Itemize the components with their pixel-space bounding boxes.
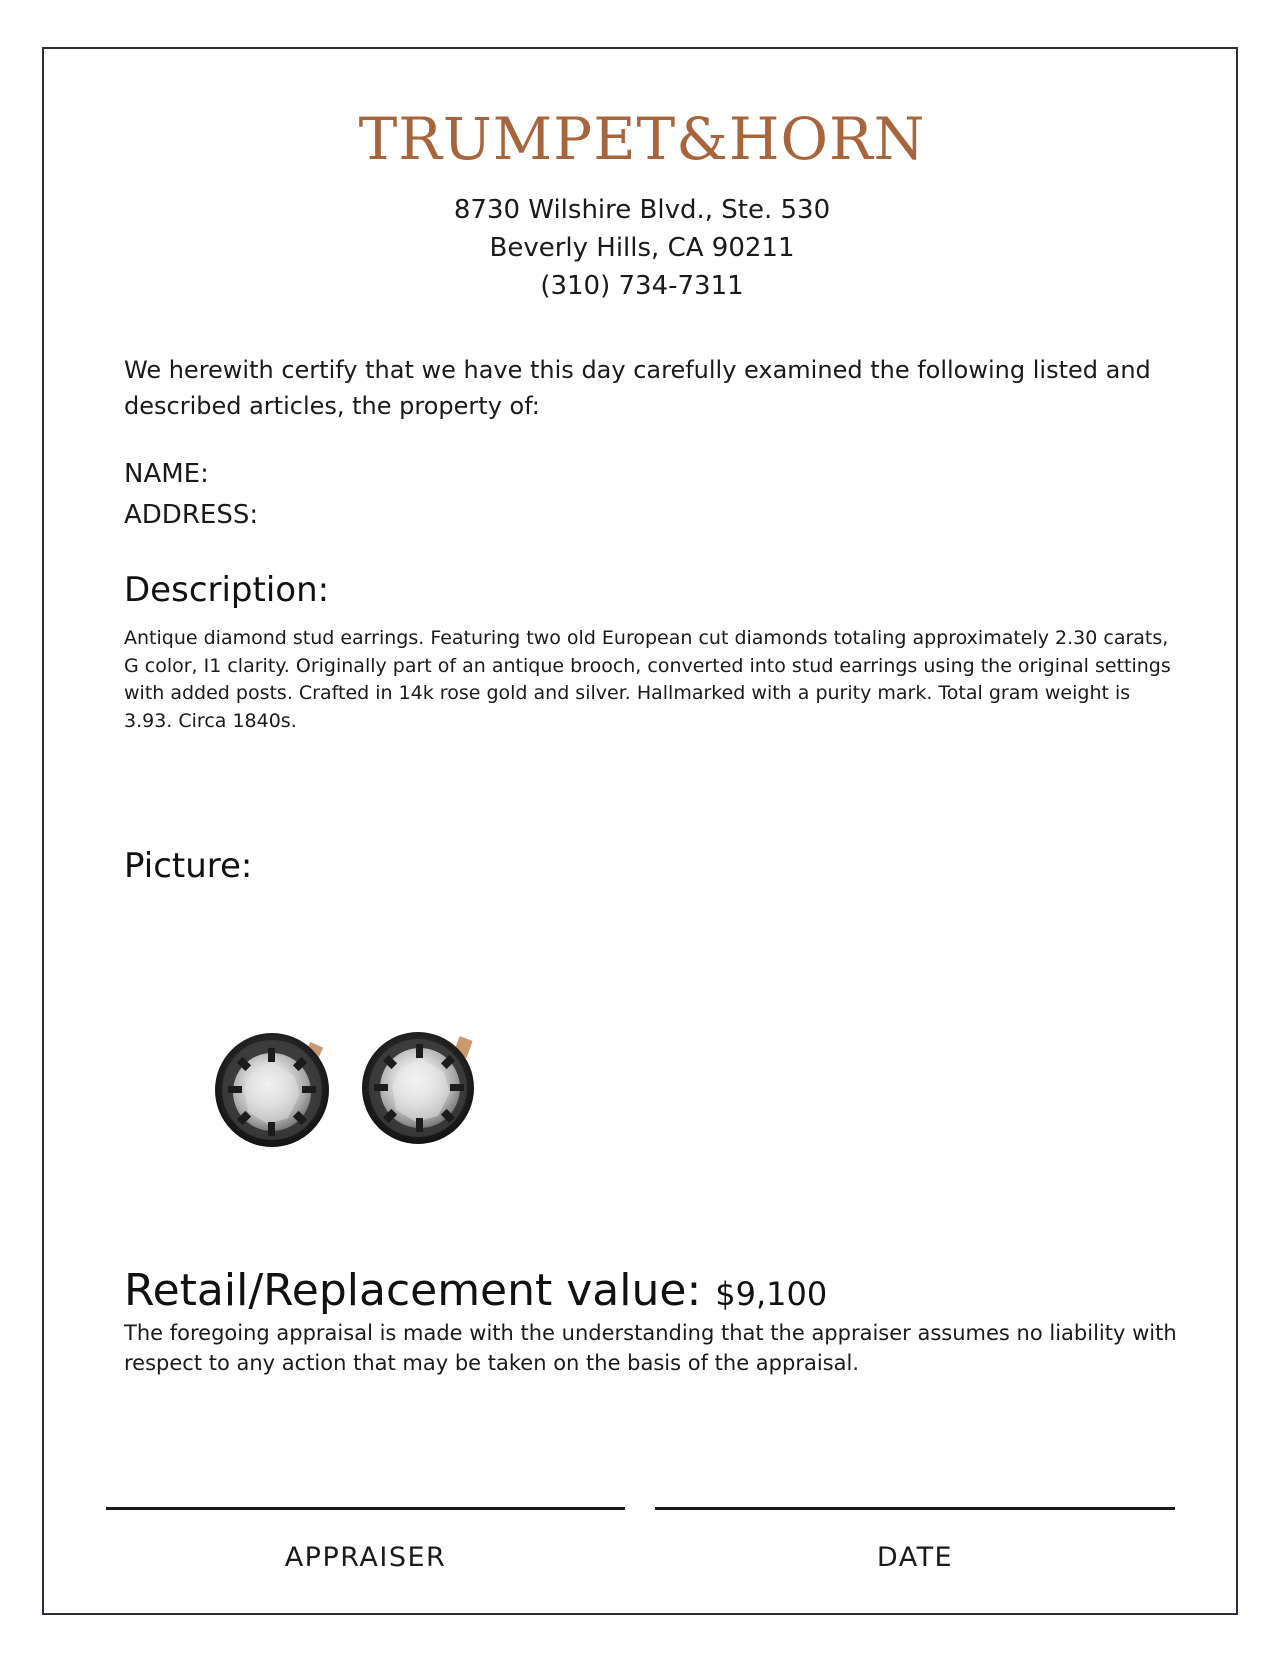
address-label: ADDRESS:: [124, 500, 259, 530]
phone-number: (310) 734-7311: [540, 271, 744, 301]
picture-heading: Picture:: [124, 846, 253, 886]
date-signature-line: [655, 1507, 1175, 1510]
store-address: [0, 191, 1284, 305]
owner-fields: [124, 454, 258, 536]
name-label: NAME:: [124, 459, 209, 489]
right-earring: [362, 1032, 474, 1144]
date-label: DATE: [876, 1542, 954, 1573]
disclaimer-text: The foregoing appraisal is made with the understanding that the appraiser assumes no liability with respect to any action that may be taken on the basis of the appraisal.: [124, 1321, 1177, 1375]
value-amount: $9,100: [715, 1275, 828, 1313]
certification-statement: We herewith certify that we have this day carefully examined the following listed and described articles, the property of:: [124, 356, 1151, 420]
description-heading: Description:: [124, 570, 330, 610]
left-earring: [215, 1033, 329, 1147]
address-line-1: 8730 Wilshire Blvd., Ste. 530: [453, 195, 831, 225]
address-line-2: Beverly Hills, CA 90211: [489, 233, 795, 263]
value-label: Retail/Replacement value:: [124, 1265, 702, 1316]
earrings-photo: [208, 1028, 508, 1158]
appraiser-label: APPRAISER: [284, 1542, 447, 1573]
description-text: Antique diamond stud earrings. Featuring two old European cut diamonds totaling approximately 2.30 carats, G color, I1 clarity. Originally part of an antique brooch, converted into stud earrings using the original settings with added posts. Crafted in 14k rose gold and silver. Hallmarked with a purity mark. Total gram weight is 3.93. Circa 1840s.: [124, 627, 1171, 732]
brand-logo: TRUMPET&HORN: [358, 105, 926, 173]
retail-value: [124, 1262, 827, 1323]
appraiser-signature-line: [106, 1507, 625, 1510]
